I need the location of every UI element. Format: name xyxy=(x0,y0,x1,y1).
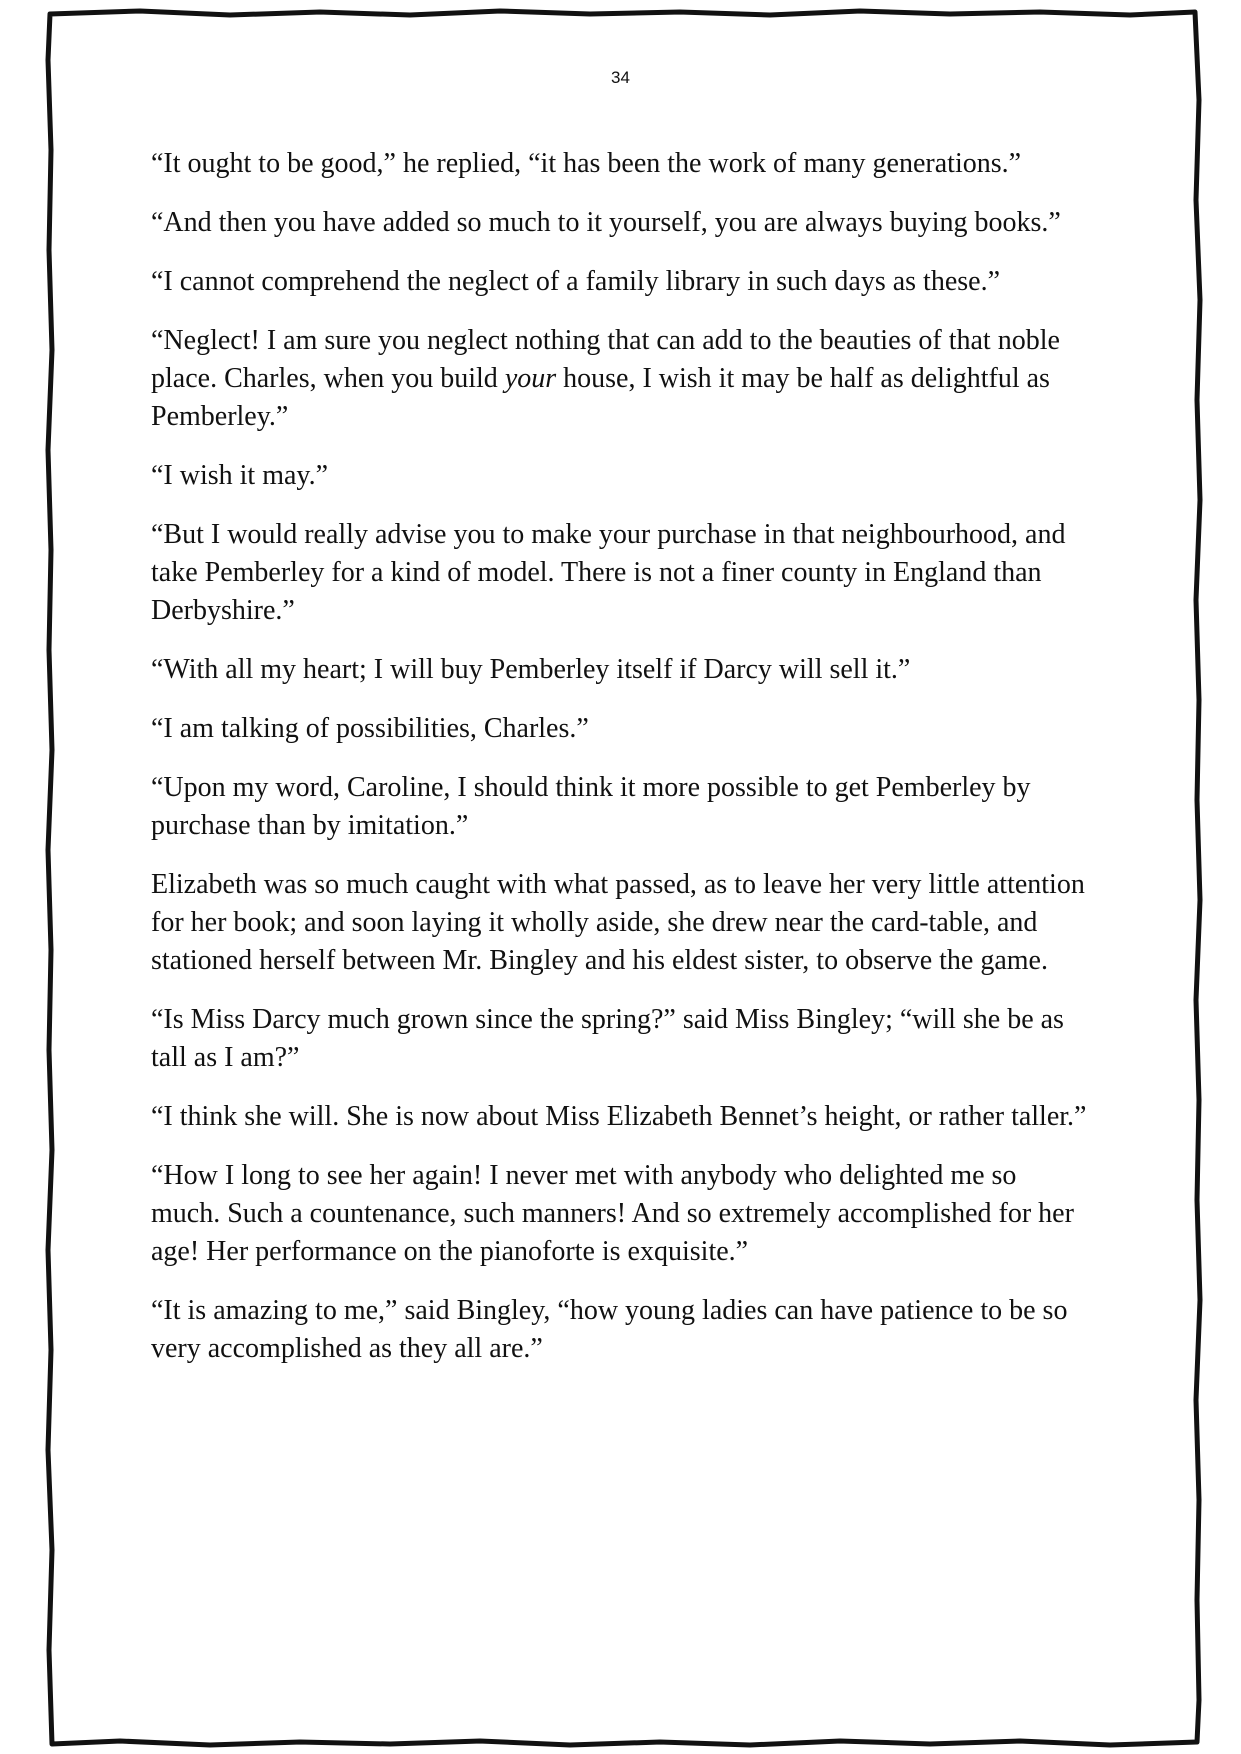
text-body xyxy=(151,145,1091,1389)
paragraph: “With all my heart; I will buy Pemberley itself if Darcy will sell it.” xyxy=(151,654,911,685)
paragraph: “I cannot comprehend the neglect of a family library in such days as these.” xyxy=(151,266,1001,297)
paragraph: “I am talking of possibilities, Charles.” xyxy=(151,713,589,744)
paragraph: “I wish it may.” xyxy=(151,460,329,491)
paragraph: “I think she will. She is now about Miss Elizabeth Bennet’s height, or rather taller.” xyxy=(151,1101,1087,1132)
paragraph: “And then you have added so much to it yourself, you are always buying books.” xyxy=(151,207,1061,238)
paragraph: “It is amazing to me,” said Bingley, “how young ladies can have patience to be so very accomplished as they all are.” xyxy=(151,1295,1068,1364)
paragraph-text: house, I wish it may be half as delightful as Pemberley.” xyxy=(151,363,1050,432)
paragraph: “Is Miss Darcy much grown since the spring?” said Miss Bingley; “will she be as tall as I am?” xyxy=(151,1004,1064,1073)
paragraph: “Upon my word, Caroline, I should think it more possible to get Pemberley by purchase than by imitation.” xyxy=(151,772,1031,841)
emphasized-word: your xyxy=(504,363,557,394)
paragraph: Elizabeth was so much caught with what passed, as to leave her very little attention for her book; and soon laying it wholly aside, she drew near the card-table, and stationed herself between Mr. Bingley and his eldest sister, to observe the game. xyxy=(151,869,1085,976)
paragraph: “But I would really advise you to make your purchase in that neighbourhood, and take Pemberley for a kind of model. There is not a finer county in England than Derbyshire.” xyxy=(151,519,1066,626)
paragraph xyxy=(151,322,1091,436)
paragraph-text: “Neglect! I am sure you neglect nothing that can add to the beauties of that noble place. Charles, when you build xyxy=(151,325,1060,394)
page-number: 34 xyxy=(611,68,630,87)
paragraph: “It ought to be good,” he replied, “it has been the work of many generations.” xyxy=(151,148,1022,179)
paragraph: “How I long to see her again! I never met with anybody who delighted me so much. Such a countenance, such manners! And so extremely accomplished for her age! Her performance on the pianoforte is exquisite.” xyxy=(151,1160,1074,1267)
